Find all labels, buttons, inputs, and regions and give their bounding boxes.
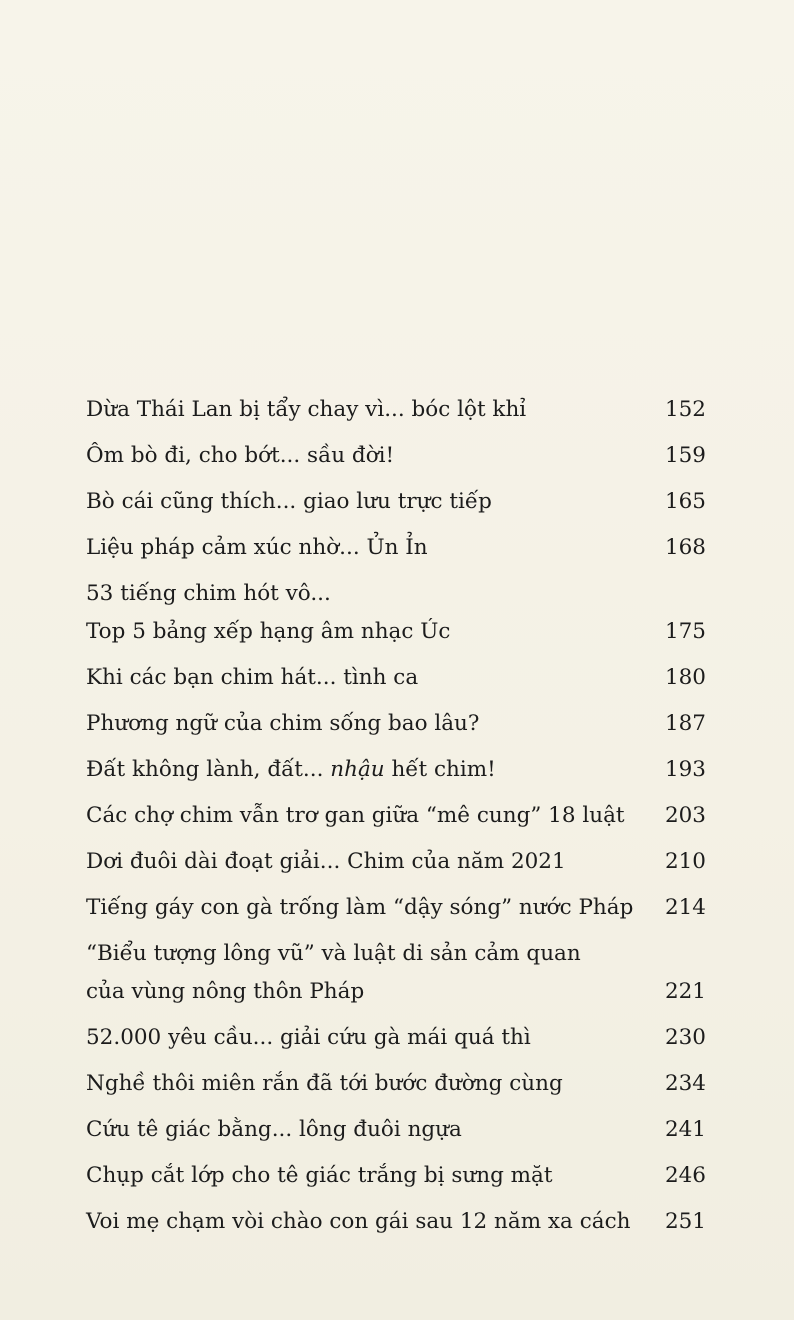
toc-entry-title-line: Dơi đuôi dài đoạt giải... Chim của năm 2021 [86,849,566,874]
toc-entry-title [86,755,706,785]
toc-entry-page-number: 193 [664,757,706,782]
toc-entry-title [86,801,706,831]
toc-entry-title [86,709,706,739]
toc-entry [86,533,706,563]
toc-entry-page-number: 203 [664,803,706,828]
toc-entry [86,1115,706,1145]
toc-entry [86,1023,706,1053]
toc-entry [86,847,706,877]
toc-entry-title [86,579,706,647]
toc-entry-page-number: 168 [664,535,706,560]
toc-entry-title [86,441,706,471]
toc-entry [86,663,706,693]
toc-entry-title [86,939,706,1007]
toc-entry-title-line: Bò cái cũng thích... giao lưu trực tiếp [86,489,492,514]
toc-entry-title [86,893,706,923]
toc-entry [86,801,706,831]
toc-entry-title-line: Nghề thôi miên rắn đã tới bước đường cùng [86,1071,563,1096]
toc-entry-title-line: 52.000 yêu cầu... giải cứu gà mái quá thì [86,1025,531,1050]
table-of-contents [86,395,706,1253]
toc-entry [86,755,706,785]
toc-entry-title-line: Các chợ chim vẫn trơ gan giữa “mê cung” 18 luật [86,803,625,828]
toc-entry-title [86,395,706,425]
toc-entry-title-line: Chụp cắt lớp cho tê giác trắng bị sưng mặt [86,1163,553,1188]
toc-entry-title-line: Liệu pháp cảm xúc nhờ... Ủn Ỉn [86,535,428,560]
toc-entry-page-number: 165 [664,489,706,514]
toc-entry-title-line: “Biểu tượng lông vũ” và luật di sản cảm quan [86,941,581,966]
toc-entry-page-number: 152 [664,397,706,422]
toc-entry [86,579,706,647]
toc-entry-page-number: 159 [664,443,706,468]
toc-entry-title [86,1069,706,1099]
toc-entry-page-number: 214 [664,895,706,920]
toc-entry-page-number: 210 [664,849,706,874]
toc-entry-page-number: 251 [664,1209,706,1234]
toc-entry-title-segment: hết chim! [384,757,496,782]
toc-entry-title [86,1207,706,1237]
toc-entry-title-line: Top 5 bảng xếp hạng âm nhạc Úc [86,619,451,644]
toc-entry-page-number: 241 [664,1117,706,1142]
toc-entry-page-number: 180 [664,665,706,690]
toc-entry [86,939,706,1007]
toc-entry-title [86,1161,706,1191]
toc-entry [86,487,706,517]
toc-entry-title [86,847,706,877]
toc-entry-title-line [86,755,626,785]
toc-entry-title-line: Dừa Thái Lan bị tẩy chay vì... bóc lột khỉ [86,397,527,422]
toc-entry-title [86,1115,706,1145]
toc-entry-title-line: Cứu tê giác bằng... lông đuôi ngựa [86,1117,462,1142]
toc-entry-page-number: 175 [664,619,706,644]
toc-entry-title-line: 53 tiếng chim hót vô... [86,581,331,606]
toc-entry-title [86,663,706,693]
toc-entry [86,395,706,425]
toc-entry [86,1207,706,1237]
toc-entry [86,1161,706,1191]
toc-entry [86,709,706,739]
toc-entry-page-number: 221 [664,979,706,1004]
toc-entry [86,893,706,923]
toc-entry-title [86,1023,706,1053]
toc-entry [86,441,706,471]
toc-entry-page-number: 230 [664,1025,706,1050]
toc-entry-title-line: của vùng nông thôn Pháp [86,979,365,1004]
toc-entry-page-number: 234 [664,1071,706,1096]
toc-entry-title-line: Phương ngữ của chim sống bao lâu? [86,711,480,736]
toc-entry-title-line: Voi mẹ chạm vòi chào con gái sau 12 năm xa cách [86,1209,631,1234]
toc-entry-title-italic-segment: nhậu [330,757,385,782]
toc-entry-title-segment: Đất không lành, đất... [86,757,331,782]
toc-entry-title [86,487,706,517]
toc-entry-page-number: 246 [664,1163,706,1188]
toc-entry [86,1069,706,1099]
toc-entry-title-line: Khi các bạn chim hát... tình ca [86,665,419,690]
toc-entry-page-number: 187 [664,711,706,736]
toc-entry-title-line: Tiếng gáy con gà trống làm “dậy sóng” nước Pháp [86,895,634,920]
toc-entry-title-line: Ôm bò đi, cho bớt... sầu đời! [86,443,395,468]
toc-entry-title [86,533,706,563]
